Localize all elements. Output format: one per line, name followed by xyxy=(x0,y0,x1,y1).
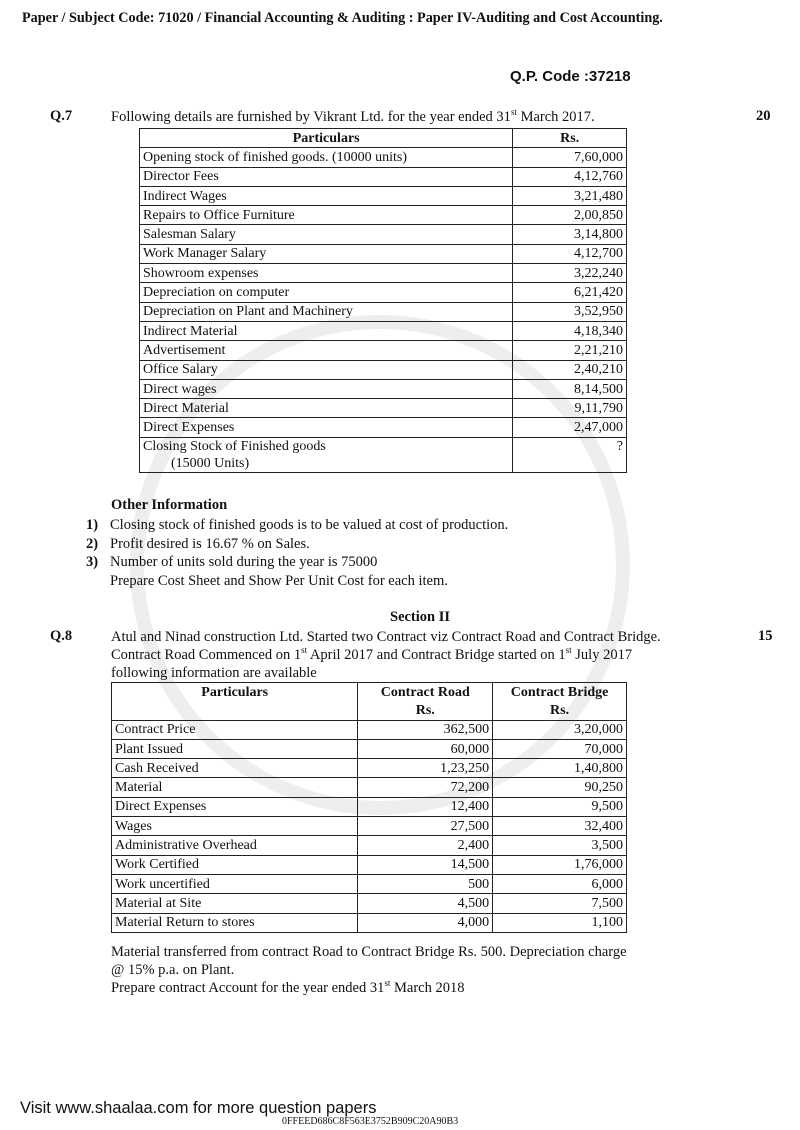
q7-row-label: Salesman Salary xyxy=(140,225,513,244)
q8-contract-table xyxy=(111,682,627,933)
q7-last-value: ? xyxy=(513,437,627,472)
q8-row-road: 27,500 xyxy=(358,817,493,836)
q8-row-road: 14,500 xyxy=(358,855,493,874)
q8-table-row xyxy=(112,836,627,855)
q7-cost-table xyxy=(139,128,627,473)
q7-table-row xyxy=(140,360,627,379)
q7-table-row xyxy=(140,264,627,283)
q7-table-row xyxy=(140,167,627,186)
q7-header-particulars: Particulars xyxy=(140,129,513,148)
q8-row-road: 362,500 xyxy=(358,720,493,739)
q8-table-row xyxy=(112,817,627,836)
q8-row-label: Material xyxy=(112,778,358,797)
q8-subheader-particulars xyxy=(112,701,358,720)
q7-row-label: Indirect Wages xyxy=(140,186,513,205)
q8-notes: Material transferred from contract Road to Contract Bridge Rs. 500. Depreciation charge @ 15% p.a. on Plant. Prepare contract Account for the year ended 31st March 2018 xyxy=(111,944,627,996)
q7-header-rs: Rs. xyxy=(513,129,627,148)
q8-row-road: 60,000 xyxy=(358,739,493,758)
q8-table-row xyxy=(112,855,627,874)
q8-table-row xyxy=(112,797,627,816)
paper-header-title: Paper / Subject Code: 71020 / Financial Accounting & Auditing : Paper IV-Auditing and Cost Accounting. xyxy=(22,10,663,26)
q7-row-value: 8,14,500 xyxy=(513,379,627,398)
q8-table-header-row xyxy=(112,683,627,702)
q8-row-label: Work Certified xyxy=(112,855,358,874)
q7-table-row xyxy=(140,148,627,167)
q7-row-value: 2,40,210 xyxy=(513,360,627,379)
q7-row-value: 2,21,210 xyxy=(513,341,627,360)
q8-table-row xyxy=(112,739,627,758)
q7-row-value: 7,60,000 xyxy=(513,148,627,167)
q8-table-subheader-row xyxy=(112,701,627,720)
q7-row-label: Advertisement xyxy=(140,341,513,360)
q7-row-label: Showroom expenses xyxy=(140,264,513,283)
q8-row-road: 12,400 xyxy=(358,797,493,816)
q7-row-label: Depreciation on computer xyxy=(140,283,513,302)
section-two-title: Section II xyxy=(390,609,451,625)
q8-row-road: 4,500 xyxy=(358,894,493,913)
footer-code: 0FFEED686C8F563E3752B909C20A90B3 xyxy=(282,1116,459,1127)
q8-intro: Atul and Ninad construction Ltd. Started two Contract viz Contract Road and Contract Bridge. Contract Road Commenced on 1st April 2017 and Contract Bridge started on 1st July 2017 following information are available xyxy=(111,629,661,681)
q7-row-label: Direct wages xyxy=(140,379,513,398)
q8-row-road: 72,200 xyxy=(358,778,493,797)
q8-table-row xyxy=(112,759,627,778)
q8-row-label: Material Return to stores xyxy=(112,913,358,932)
q8-row-road: 500 xyxy=(358,874,493,893)
q7-table-body xyxy=(140,148,627,472)
q8-table-row xyxy=(112,894,627,913)
q8-table-row xyxy=(112,913,627,932)
q8-row-bridge: 1,100 xyxy=(493,913,627,932)
q8-number: Q.8 xyxy=(50,628,73,644)
q7-table-row xyxy=(140,341,627,360)
q7-info-item-3: 3) Number of units sold during the year is 75000 xyxy=(86,554,378,570)
q8-row-bridge: 90,250 xyxy=(493,778,627,797)
q8-marks: 15 xyxy=(758,628,773,644)
q7-row-value: 3,14,800 xyxy=(513,225,627,244)
q7-info-item-1: 1) Closing stock of finished goods is to be valued at cost of production. xyxy=(86,517,509,533)
q8-header-bridge: Contract Bridge xyxy=(493,683,627,702)
q8-row-label: Administrative Overhead xyxy=(112,836,358,855)
q8-row-label: Wages xyxy=(112,817,358,836)
q7-row-value: 3,52,950 xyxy=(513,302,627,321)
q8-row-bridge: 1,40,800 xyxy=(493,759,627,778)
q8-row-road: 4,000 xyxy=(358,913,493,932)
q8-row-label: Work uncertified xyxy=(112,874,358,893)
q8-row-road: 2,400 xyxy=(358,836,493,855)
q8-row-label: Plant Issued xyxy=(112,739,358,758)
q7-row-label: Opening stock of finished goods. (10000 units) xyxy=(140,148,513,167)
q7-row-value: 4,12,760 xyxy=(513,167,627,186)
q7-info-item-2: 2) Profit desired is 16.67 % on Sales. xyxy=(86,535,310,552)
q7-table-row xyxy=(140,244,627,263)
q8-row-bridge: 70,000 xyxy=(493,739,627,758)
q8-row-bridge: 7,500 xyxy=(493,894,627,913)
q7-table-row xyxy=(140,186,627,205)
q8-row-bridge: 6,000 xyxy=(493,874,627,893)
q7-row-value: 3,22,240 xyxy=(513,264,627,283)
q7-row-label: Director Fees xyxy=(140,167,513,186)
q7-row-label: Direct Expenses xyxy=(140,418,513,437)
q7-row-label: Direct Material xyxy=(140,399,513,418)
q8-table-row xyxy=(112,874,627,893)
q7-row-label: Office Salary xyxy=(140,360,513,379)
q8-table-row xyxy=(112,720,627,739)
q7-row-value: 6,21,420 xyxy=(513,283,627,302)
q7-last-label: Closing Stock of Finished goods (15000 Units) xyxy=(140,437,513,472)
q7-row-value: 3,21,480 xyxy=(513,186,627,205)
q8-row-bridge: 1,76,000 xyxy=(493,855,627,874)
q7-table-row xyxy=(140,225,627,244)
q7-intro: Following details are furnished by Vikrant Ltd. for the year ended 31st March 2017. xyxy=(111,107,595,125)
q7-number: Q.7 xyxy=(50,108,73,124)
q7-table-row xyxy=(140,399,627,418)
q8-row-label: Contract Price xyxy=(112,720,358,739)
q7-table-row xyxy=(140,206,627,225)
q8-row-road: 1,23,250 xyxy=(358,759,493,778)
q7-table-row xyxy=(140,321,627,340)
q7-row-label: Depreciation on Plant and Machinery xyxy=(140,302,513,321)
q8-subheader-road: Rs. xyxy=(358,701,493,720)
q7-instruction: Prepare Cost Sheet and Show Per Unit Cost for each item. xyxy=(110,572,448,589)
qp-code: Q.P. Code :37218 xyxy=(510,68,631,85)
q8-row-bridge: 32,400 xyxy=(493,817,627,836)
q7-row-label: Indirect Material xyxy=(140,321,513,340)
footer-shaalaa-link[interactable]: Visit www.shaalaa.com for more question papers xyxy=(20,1099,377,1117)
q7-other-info-title: Other Information xyxy=(111,497,228,513)
q7-row-label: Repairs to Office Furniture xyxy=(140,206,513,225)
q7-table-row xyxy=(140,379,627,398)
q8-table-body xyxy=(112,720,627,932)
q8-row-label: Cash Received xyxy=(112,759,358,778)
q8-header-road: Contract Road xyxy=(358,683,493,702)
q7-row-value: 2,47,000 xyxy=(513,418,627,437)
q7-table-row-last xyxy=(140,437,627,472)
q7-other-info-list xyxy=(86,516,508,590)
q8-row-label: Material at Site xyxy=(112,894,358,913)
q7-marks: 20 xyxy=(756,108,771,124)
q7-table-row xyxy=(140,418,627,437)
q7-row-value: 4,18,340 xyxy=(513,321,627,340)
q7-row-label: Work Manager Salary xyxy=(140,244,513,263)
q7-row-value: 4,12,700 xyxy=(513,244,627,263)
q7-table-row xyxy=(140,302,627,321)
q8-row-bridge: 3,500 xyxy=(493,836,627,855)
q8-header-particulars: Particulars xyxy=(112,683,358,702)
q8-row-bridge: 3,20,000 xyxy=(493,720,627,739)
q7-table-row xyxy=(140,283,627,302)
q7-row-value: 2,00,850 xyxy=(513,206,627,225)
q8-row-label: Direct Expenses xyxy=(112,797,358,816)
q8-subheader-bridge: Rs. xyxy=(493,701,627,720)
q7-row-value: 9,11,790 xyxy=(513,399,627,418)
q8-table-row xyxy=(112,778,627,797)
q7-table-header-row xyxy=(140,129,627,148)
q8-row-bridge: 9,500 xyxy=(493,797,627,816)
